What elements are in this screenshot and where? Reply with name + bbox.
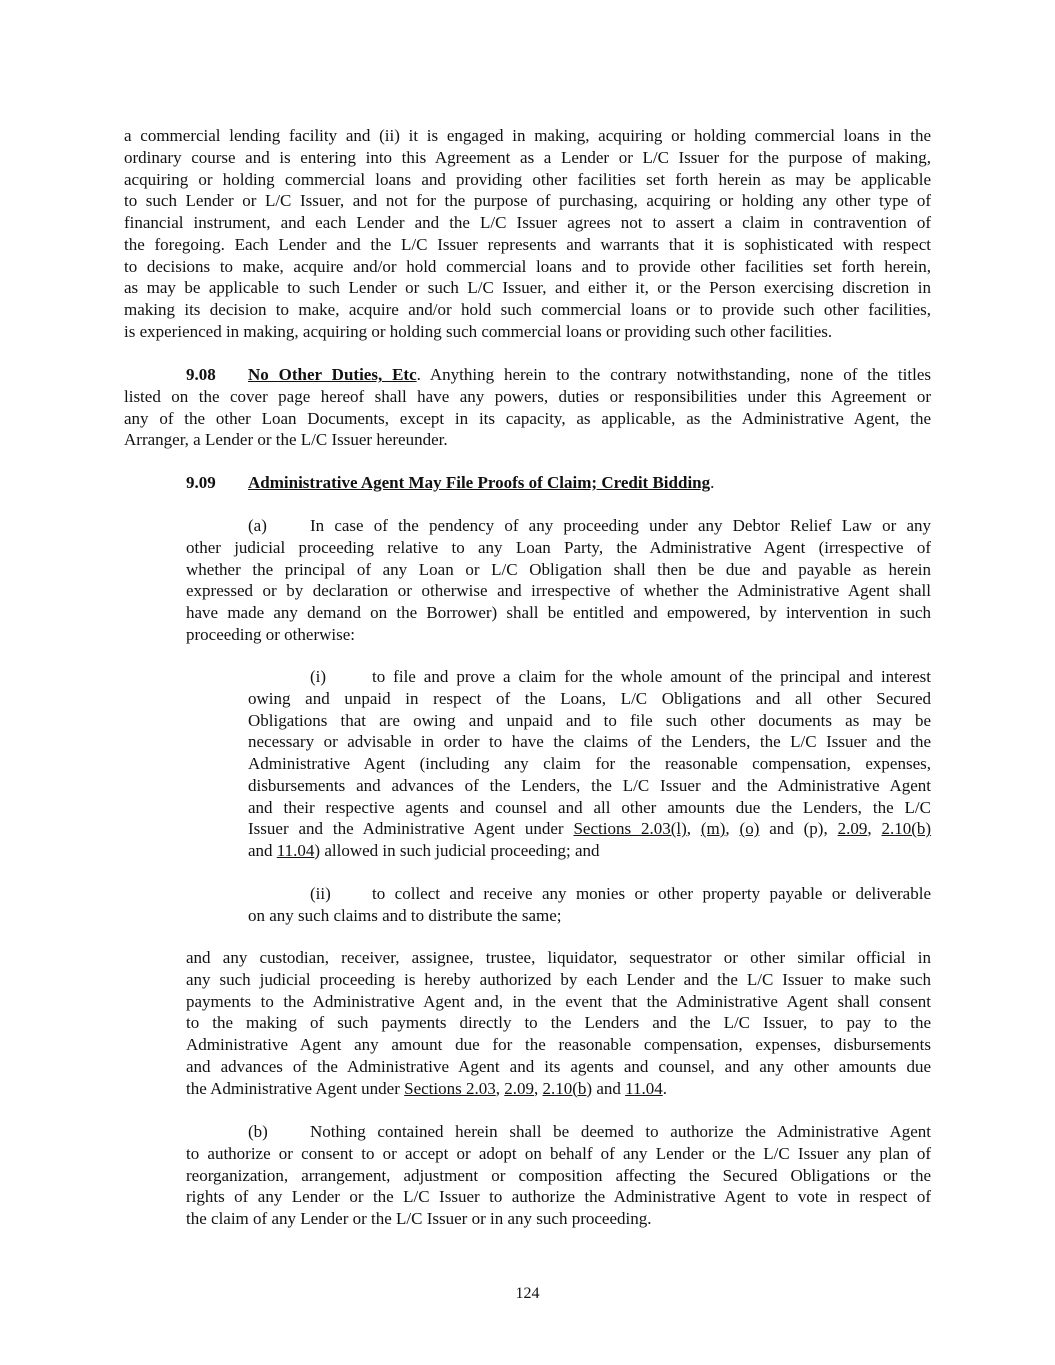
text-segment: , [686, 819, 701, 839]
text-line [186, 515, 931, 537]
text-line [248, 840, 931, 862]
text-line: whether the principal of any Loan or L/C Obligation shall then be due and payable as herein [186, 559, 931, 579]
section-reference-link: (o) [739, 819, 760, 839]
paragraph-p909 [186, 472, 931, 494]
text-segment: , [725, 819, 740, 839]
section-reference-link: 11.04 [625, 1078, 663, 1098]
paragraph-pii [248, 883, 931, 927]
text-line: to decisions to make, acquire and/or hold commercial loans and to provide other facilities set forth herein, [124, 256, 931, 276]
text-segment: Issuer and the Administrative Agent under [248, 819, 574, 839]
clause-label: (b) [248, 1122, 268, 1141]
text-segment: Nothing contained herein shall be deemed to authorize the Administrative Agent [310, 1122, 931, 1141]
text-line: Obligations that are owing and unpaid and to file such other documents as may be [248, 710, 931, 730]
section-reference-link: 2.10(b) [542, 1078, 593, 1098]
section-reference-link: 2.09 [837, 819, 868, 839]
text-line: as may be applicable to such Lender or such L/C Issuer, and either it, or the Person exercising discretion in [124, 278, 931, 298]
text-segment: , [495, 1078, 505, 1098]
text-line: and any custodian, receiver, assignee, trustee, liquidator, sequestrator or other similar official in [186, 948, 931, 967]
clause-label: (ii) [310, 884, 331, 903]
text-line: other judicial proceeding relative to any Loan Party, the Administrative Agent (irrespective of [186, 537, 931, 557]
section-reference-link: Sections 2.03(l) [573, 819, 687, 839]
paragraph-pi [248, 666, 931, 862]
text-line: Arranger, a Lender or the L/C Issuer hereunder. [124, 430, 448, 450]
text-line [248, 883, 931, 905]
paragraph-pb [186, 1121, 931, 1230]
text-line: reorganization, arrangement, adjustment or composition affecting the Secured Obligations or the [186, 1165, 931, 1185]
text-line: ordinary course and is entering into this Agreement as a Lender or L/C Issuer for the purpose of making, [124, 147, 931, 167]
text-line: proceeding or otherwise: [186, 624, 355, 644]
text-line: financial instrument, and each Lender and the L/C Issuer agrees not to assert a claim in contravention of [124, 213, 931, 232]
section-heading: Administrative Agent May File Proofs of Claim; Credit Bidding [248, 473, 711, 492]
text-line: the foregoing. Each Lender and the L/C Issuer represents and warrants that it is sophisticated with respect [124, 234, 931, 254]
text-line: on any such claims and to distribute the same; [248, 905, 562, 925]
text-line [124, 364, 931, 386]
text-segment: and (p), [759, 819, 838, 839]
text-line: acquiring or holding commercial loans and providing other facilities set forth herein as may be applicable [124, 169, 931, 189]
text-line: have made any demand on the Borrower) shall be entitled and empowered, by intervention in such [186, 603, 931, 622]
paragraph-p908 [124, 364, 931, 451]
paragraph-pand [186, 947, 931, 1099]
text-line: listed on the cover page hereof shall have any powers, duties or responsibilities under this Agreement or [124, 386, 931, 406]
text-segment: and [248, 841, 277, 860]
text-segment: . [662, 1078, 667, 1098]
text-line [248, 818, 931, 840]
clause-label: (i) [310, 667, 327, 686]
text-line [186, 472, 931, 494]
text-line: and advances of the Administrative Agent and its agents and counsel, and any other amounts due [186, 1056, 931, 1076]
text-segment: the Administrative Agent under [186, 1078, 405, 1098]
clause-label: (a) [248, 516, 267, 535]
section-reference-link: Sections 2.03 [404, 1078, 496, 1098]
text-line: any such judicial proceeding is hereby authorized by each Lender and the L/C Issuer to make such [186, 969, 931, 989]
section-reference-link: 11.04 [276, 841, 315, 860]
text-segment: to file and prove a claim for the whole amount of the principal and interest [372, 667, 931, 686]
section-reference-link: 2.09 [504, 1078, 534, 1098]
text-line: to such Lender or L/C Issuer, and not for the purpose of purchasing, acquiring or holding any other type of [124, 191, 931, 211]
text-segment: , [867, 819, 882, 839]
text-segment: . [710, 473, 715, 492]
text-line: the claim of any Lender or the L/C Issuer or in any such proceeding. [186, 1209, 652, 1228]
text-segment: to collect and receive any monies or other property payable or deliverable [372, 884, 931, 903]
text-line [186, 1121, 931, 1143]
text-segment: and [592, 1078, 626, 1098]
text-line: expressed or by declaration or otherwise and irrespective of whether the Administrative Agent shall [186, 581, 931, 601]
text-line: owing and unpaid in respect of the Loans, L/C Obligations and all other Secured [248, 688, 931, 708]
text-line: Administrative Agent (including any claim for the reasonable compensation, expenses, [248, 754, 931, 773]
text-line: Administrative Agent any amount due for the reasonable compensation, expenses, disbursements [186, 1035, 931, 1054]
paragraph-pa [186, 515, 931, 646]
text-line: payments to the Administrative Agent and, in the event that the Administrative Agent shall consent [186, 991, 931, 1011]
text-line: to authorize or consent to or accept or adopt on behalf of any Lender or the L/C Issuer any plan of [186, 1143, 931, 1163]
text-line [248, 666, 931, 688]
section-reference-link: (m) [700, 819, 726, 839]
text-line: rights of any Lender or the L/C Issuer to authorize the Administrative Agent to vote in respect of [186, 1187, 931, 1207]
paragraph-p1 [124, 125, 931, 343]
text-line [186, 1078, 931, 1100]
section-heading: No Other Duties, Etc [248, 365, 417, 384]
text-line: and their respective agents and counsel and all other amounts due the Lenders, the L/C [248, 797, 931, 817]
text-line: making its decision to make, acquire and/or hold such commercial loans or to provide such other facilities, [124, 300, 931, 319]
text-segment: ) allowed in such judicial proceeding; and [314, 841, 600, 860]
text-line: necessary or advisable in order to have the claims of the Lenders, the L/C Issuer and the [248, 732, 931, 752]
page-number: 124 [515, 1285, 540, 1302]
text-line: is experienced in making, acquiring or holding such commercial loans or providing such other facilities. [124, 321, 833, 341]
text-line: any of the other Loan Documents, except in its capacity, as applicable, as the Administrative Agent, the [124, 408, 931, 428]
text-segment: In case of the pendency of any proceeding under any Debtor Relief Law or any [310, 516, 931, 535]
text-line: to the making of such payments directly to the Lenders and the L/C Issuer, to pay to the [186, 1013, 931, 1033]
text-segment: . Anything herein to the contrary notwithstanding, none of the titles [416, 365, 931, 384]
text-line: a commercial lending facility and (ii) it is engaged in making, acquiring or holding commercial loans in the [124, 126, 931, 145]
text-line: disbursements and advances of the Lenders, the L/C Issuer and the Administrative Agent [248, 775, 931, 795]
section-reference-link: 2.10(b) [881, 819, 932, 839]
text-segment: , [534, 1078, 543, 1098]
section-number: 9.08 [186, 365, 216, 384]
section-number: 9.09 [186, 473, 216, 492]
